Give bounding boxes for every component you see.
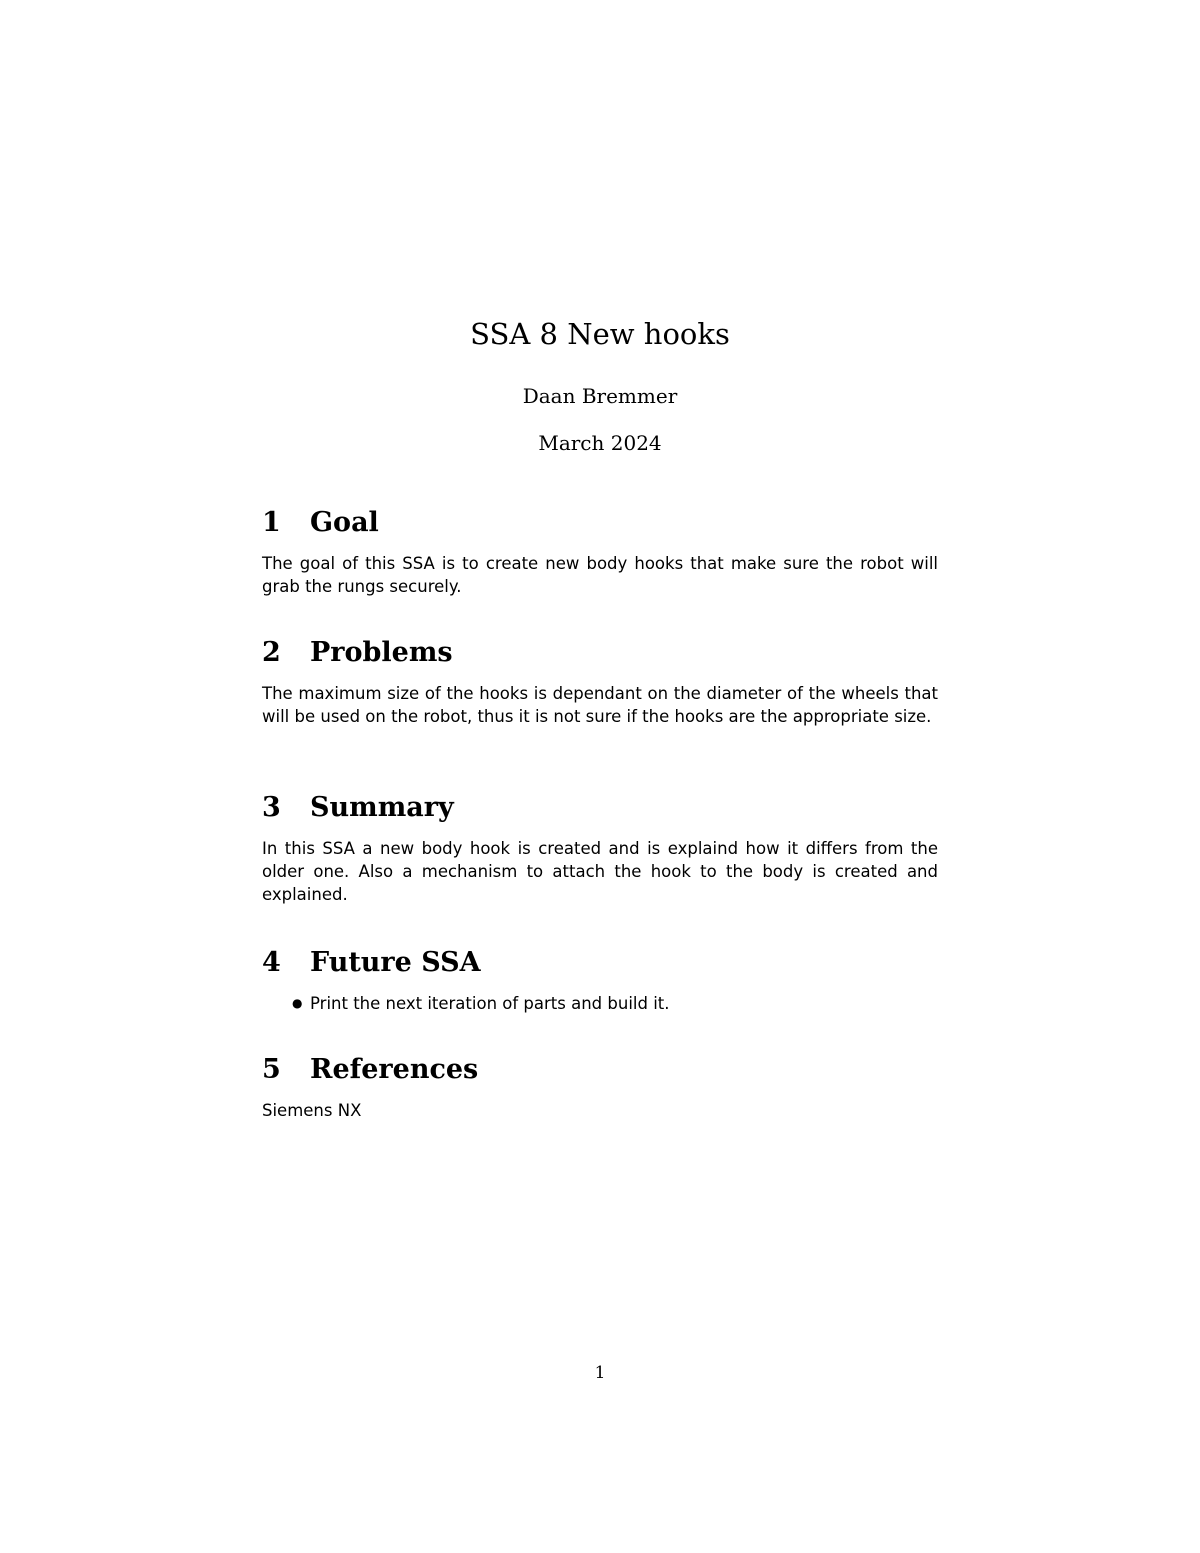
document-date: March 2024 bbox=[538, 431, 662, 455]
section-references bbox=[262, 1053, 938, 1122]
list-item bbox=[292, 992, 938, 1015]
section-title: References bbox=[310, 1054, 479, 1085]
list-item-text: Print the next iteration of parts and build it. bbox=[310, 994, 670, 1013]
section-heading bbox=[262, 791, 938, 825]
section-summary bbox=[262, 791, 938, 906]
section-number: 1 bbox=[262, 507, 281, 538]
section-paragraph: In this SSA a new body hook is created and is explaind how it differs from the older one. Also a mechanism to attach the hook to the body is created and explained. bbox=[262, 839, 938, 904]
page-number: 1 bbox=[594, 1363, 606, 1383]
section-paragraph: The maximum size of the hooks is dependant on the diameter of the wheels that will be used on the robot, thus it is not sure if the hooks are the appropriate size. bbox=[262, 684, 938, 726]
section-heading bbox=[262, 946, 938, 980]
section-title: Goal bbox=[310, 507, 379, 538]
section-title: Problems bbox=[310, 637, 453, 668]
section-heading bbox=[262, 636, 938, 670]
section-heading bbox=[262, 1053, 938, 1087]
section-number: 2 bbox=[262, 637, 281, 668]
bullet-list bbox=[262, 992, 938, 1015]
section-title: Summary bbox=[310, 792, 454, 823]
section-problems bbox=[262, 636, 938, 728]
section-title: Future SSA bbox=[310, 947, 481, 978]
section-future-ssa bbox=[262, 946, 938, 1015]
section-number: 5 bbox=[262, 1054, 281, 1085]
section-number: 4 bbox=[262, 947, 281, 978]
bullet-icon: ● bbox=[292, 996, 303, 1010]
document-title: SSA 8 New hooks bbox=[470, 317, 730, 351]
section-number: 3 bbox=[262, 792, 281, 823]
section-goal bbox=[262, 506, 938, 598]
section-heading bbox=[262, 506, 938, 540]
section-paragraph: Siemens NX bbox=[262, 1101, 362, 1120]
section-paragraph: The goal of this SSA is to create new body hooks that make sure the robot will grab the rungs securely. bbox=[262, 554, 938, 596]
document-author: Daan Bremmer bbox=[522, 384, 678, 408]
